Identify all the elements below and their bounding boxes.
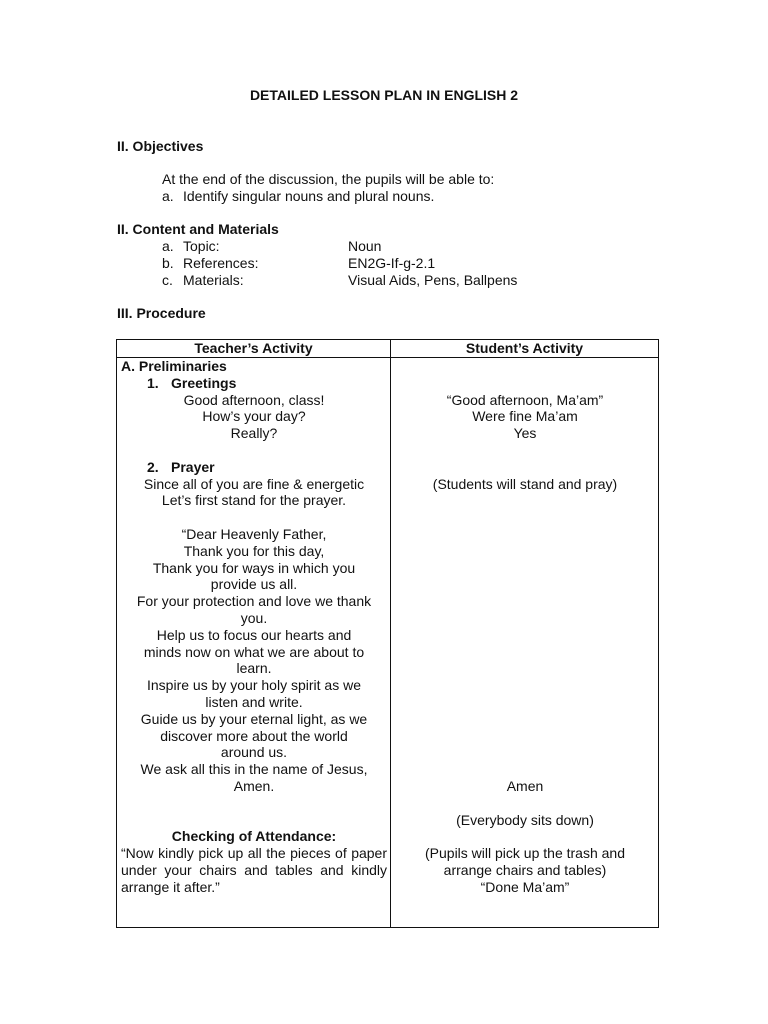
student-line: (Pupils will pick up the trash and	[425, 845, 625, 862]
prayer-line: We ask all this in the name of Jesus,	[140, 761, 368, 778]
prayer-line: “Dear Heavenly Father,	[181, 525, 327, 542]
prayer-line: you.	[240, 609, 268, 626]
content-item-materials	[162, 272, 517, 288]
content-item-label: a.	[162, 238, 174, 254]
content-item-key: Topic:	[183, 238, 220, 254]
student-line: Amen	[506, 777, 544, 794]
prayer-line: Thank you for ways in which you	[152, 559, 356, 576]
student-line: “Done Ma’am”	[480, 878, 570, 895]
student-activity-cell	[393, 358, 657, 896]
prayer-line: listen and write.	[205, 693, 303, 710]
procedure-heading: III. Procedure	[117, 305, 206, 321]
page-title: DETAILED LESSON PLAN IN ENGLISH 2	[249, 87, 519, 103]
objectives-heading: II. Objectives	[117, 138, 204, 154]
content-item-key: References:	[183, 255, 259, 271]
prayer-line: Inspire us by your holy spirit as we	[147, 677, 361, 694]
objective-item	[162, 188, 434, 204]
prayer-line: Thank you for this day,	[183, 542, 325, 559]
objectives-intro: At the end of the discussion, the pupils will be able to:	[162, 171, 495, 187]
content-item-value: Visual Aids, Pens, Ballpens	[348, 272, 518, 288]
prayer-line: provide us all.	[210, 576, 298, 593]
student-line: arrange chairs and tables)	[443, 861, 607, 878]
content-item-label: c.	[162, 272, 173, 288]
prayer-line: Help us to focus our hearts and	[156, 626, 352, 643]
objective-item-label: a.	[162, 188, 174, 204]
prayer-label: Prayer	[171, 458, 215, 475]
greetings-label: Greetings	[171, 374, 237, 391]
preliminaries-heading: A. Preliminaries	[121, 358, 227, 374]
attendance-instruction: “Now kindly pick up all the pieces of paper under your chairs and tables and kindly arrange it after.”	[121, 845, 387, 895]
teacher-column-header: Teacher’s Activity	[194, 340, 313, 356]
teacher-line: Let’s first stand for the prayer.	[161, 492, 347, 509]
prayer-line: learn.	[236, 660, 272, 677]
procedure-table	[116, 339, 659, 928]
content-item-label: b.	[162, 255, 174, 271]
column-divider	[390, 340, 391, 927]
prayer-heading	[121, 459, 387, 476]
prayer-line: For your protection and love we thank	[136, 593, 372, 610]
attendance-heading: Checking of Attendance:	[171, 828, 337, 845]
prayer-line: discover more about the world	[160, 727, 348, 744]
content-heading: II. Content and Materials	[117, 221, 279, 237]
content-item-value: EN2G-If-g-2.1	[348, 255, 436, 271]
student-line: Were fine Ma’am	[472, 408, 578, 425]
teacher-line: How’s your day?	[202, 408, 306, 425]
greetings-heading	[121, 375, 387, 392]
student-line: (Everybody sits down)	[456, 811, 594, 828]
content-item-references	[162, 255, 435, 271]
prayer-number: 2.	[147, 458, 159, 475]
content-item-value: Noun	[348, 238, 382, 254]
prayer-line: minds now on what we are about to	[143, 643, 365, 660]
student-line: “Good afternoon, Ma’am”	[446, 391, 604, 408]
prayer-line: around us.	[220, 744, 288, 761]
student-column-header: Student’s Activity	[465, 340, 584, 356]
prayer-line: Amen.	[233, 777, 275, 794]
content-item-topic	[162, 238, 381, 254]
prayer-line: Guide us by your eternal light, as we	[140, 710, 368, 727]
content-item-key: Materials:	[183, 272, 244, 288]
greetings-number: 1.	[147, 374, 159, 391]
objective-item-text: Identify singular nouns and plural nouns.	[183, 188, 435, 204]
teacher-activity-cell	[121, 358, 387, 896]
student-line: Yes	[513, 425, 537, 442]
student-line: (Students will stand and pray)	[432, 475, 618, 492]
teacher-line: Good afternoon, class!	[183, 391, 325, 408]
teacher-line: Really?	[230, 425, 278, 442]
teacher-line: Since all of you are fine & energetic	[143, 475, 365, 492]
